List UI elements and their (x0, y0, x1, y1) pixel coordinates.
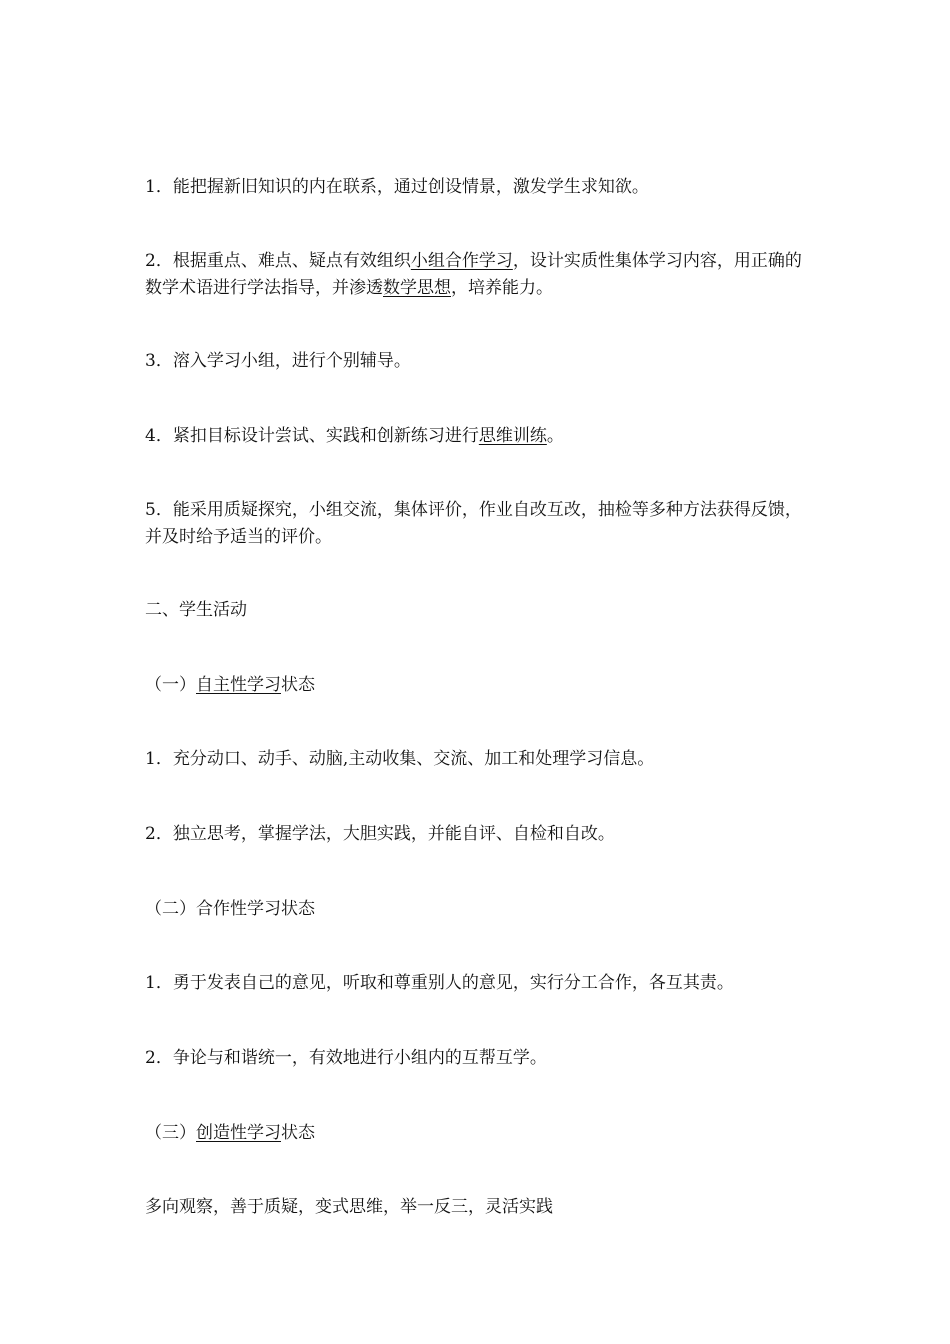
teacher-item-4-text-a: 4．紧扣目标设计尝试、实践和创新练习进行 (145, 426, 479, 446)
subheading-1-prefix: （一） (145, 675, 196, 695)
subheading-creative-learning (145, 1120, 810, 1147)
group-cooperative-learning-link[interactable]: 小组合作学习 (410, 251, 513, 271)
teacher-item-4-text-b: 。 (546, 426, 564, 446)
student-item-1: 1．充分动口、动手、动脑,主动收集、交流、加工和处理学习信息。 (145, 749, 655, 769)
creative-learning-description: 多向观察，善于质疑，变式思维，举一反三，灵活实践 (145, 1197, 553, 1217)
thinking-training-link[interactable]: 思维训练 (478, 426, 547, 446)
teacher-item-3: 3．溶入学习小组，进行个别辅导。 (145, 351, 411, 371)
student-item-2: 2．独立思考，掌握学法，大胆实践，并能自评、自检和自改。 (145, 824, 615, 844)
teacher-item-2 (145, 248, 810, 302)
section-heading-student-activity: 二、学生活动 (145, 600, 247, 620)
teacher-item-2-text-a: 2．根据重点、难点、疑点有效组织 (145, 251, 411, 271)
subheading-3-suffix: 状态 (281, 1123, 315, 1143)
subheading-3-prefix: （三） (145, 1123, 196, 1143)
teacher-item-4 (145, 423, 810, 450)
teacher-item-1: 1．能把握新旧知识的内在联系，通过创设情景，激发学生求知欲。 (145, 177, 649, 197)
teacher-item-5: 5．能采用质疑探究，小组交流，集体评价，作业自改互改，抽检等多种方法获得反馈，并及时给予适当的评价。 (145, 500, 802, 547)
cooperative-item-2: 2．争论与和谐统一，有效地进行小组内的互帮互学。 (145, 1048, 547, 1068)
math-thinking-link[interactable]: 数学思想 (383, 278, 451, 298)
creative-learning-link[interactable]: 创造性学习 (196, 1123, 281, 1143)
cooperative-item-1: 1．勇于发表自己的意见，听取和尊重别人的意见，实行分工合作，各互其责。 (145, 973, 734, 993)
teacher-item-2-text-c: ，培养能力。 (451, 278, 553, 298)
teacher-item-2-text-b: ，设计实质性集体学习内容，用正确的数学术语进行学法指导，并渗透 (145, 251, 802, 298)
autonomous-learning-link[interactable]: 自主性学习 (196, 675, 281, 695)
subheading-1-suffix: 状态 (281, 675, 315, 695)
subheading-autonomous-learning (145, 672, 810, 699)
subheading-cooperative-learning: （二）合作性学习状态 (145, 899, 315, 919)
